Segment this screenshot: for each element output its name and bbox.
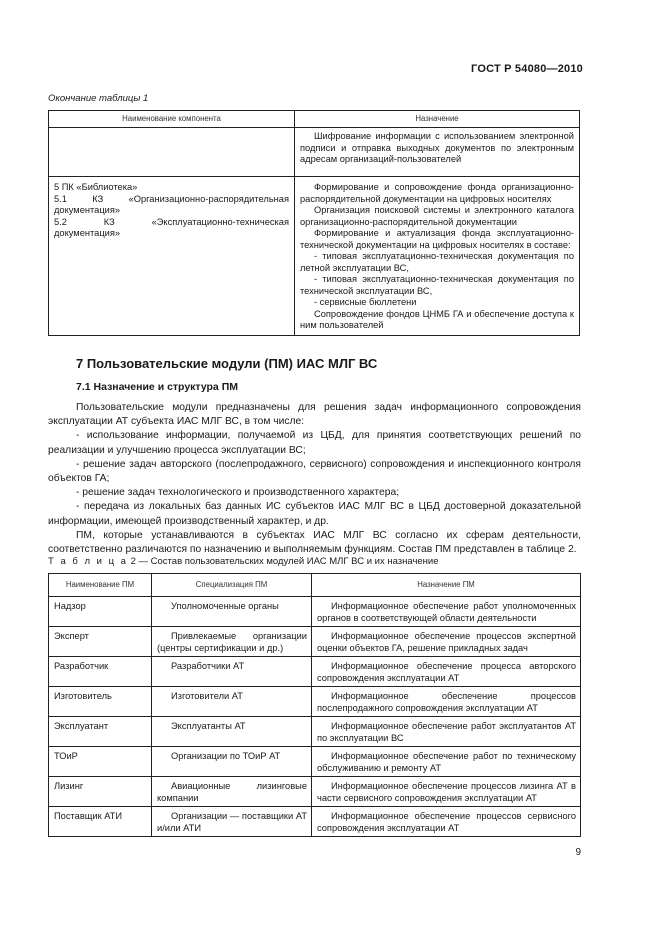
subsection-title: 7.1 Назначение и структура ПМ [76, 381, 238, 393]
module-purpose: Информационное обеспечение процессов сервисного сопровождения эксплуатации АТ [312, 807, 581, 837]
module-purpose: Информационное обеспечение процесса авторского сопровождения эксплуатации АТ [312, 657, 581, 687]
table-row [49, 717, 581, 747]
module-name: Надзор [49, 597, 152, 627]
module-spec: Организации — поставщики АТ и/или АТИ [152, 807, 312, 837]
module-name: Изготовитель [49, 687, 152, 717]
table2-caption-prefix: Т а б л и ц а [48, 556, 128, 567]
table1-cell-component [49, 177, 295, 336]
paragraph: ПМ, которые устанавливаются в субъектах ИАС МЛГ ВС согласно их сферам деятельности, соответственно различаются по назначению и выполняемым функциям. Состав ПМ представлен в таблице 2. [48, 529, 581, 556]
paragraph: - передача из локальных баз данных ИС субъектов ИАС МЛГ ВС в ЦБД достоверной доказательной информации, имеющей производственный характер, и др. [48, 501, 581, 527]
table-row [49, 777, 581, 807]
module-spec: Изготовители АТ [152, 687, 312, 717]
module-purpose: Информационное обеспечение процессов послепродажного сопровождения эксплуатации АТ [312, 687, 581, 717]
table-row [49, 128, 580, 177]
table1-cell-purpose [295, 177, 580, 336]
module-spec: Эксплуатанты АТ [152, 717, 312, 747]
purpose-line: - сервисные бюллетени [314, 297, 417, 307]
component-line: 5 ПК «Библиотека» [54, 182, 138, 192]
module-purpose: Информационное обеспечение процессов экспертной оценки объектов ГА, решение прикладных задач [312, 627, 581, 657]
table-row [49, 687, 581, 717]
component-line: 5.2 КЗ «Эксплуатационно-техническая документация» [54, 216, 289, 238]
table-row [49, 657, 581, 687]
table1-purpose-text: Шифрование информации с использованием электронной подписи и отправка выходных документов по электронным адресам организаций-пользователей [300, 131, 574, 164]
component-line: 5.1 КЗ «Организационно-распорядительная документация» [54, 193, 289, 215]
table-row [49, 747, 581, 777]
module-name: Лизинг [49, 777, 152, 807]
module-spec: Организации по ТОиР АТ [152, 747, 312, 777]
table-row [49, 177, 580, 336]
table2-col-header-name: Наименование ПМ [49, 574, 152, 597]
table-row [49, 807, 581, 837]
paragraph: - решение задач технологического и производственного характера; [76, 487, 400, 499]
table1-col-header-component: Наименование компонента [49, 111, 295, 128]
purpose-line: - типовая эксплуатационно-техническая документация по технической эксплуатации ВС, [300, 274, 574, 296]
table2 [48, 573, 581, 837]
table2-caption-text: 2 — Состав пользовательских модулей ИАС МЛГ ВС и их назначение [127, 556, 439, 567]
purpose-line: Формирование и актуализация фонда эксплуатационно-технической документации на цифровых носителях в составе: [300, 228, 574, 250]
table1-col-header-purpose: Назначение [295, 111, 580, 128]
module-spec: Авиационные лизинговые компании [152, 777, 312, 807]
standard-number: ГОСТ Р 54080—2010 [471, 63, 583, 75]
table1 [48, 110, 580, 336]
table-row [49, 597, 581, 627]
module-name: Разработчик [49, 657, 152, 687]
module-name: ТОиР [49, 747, 152, 777]
purpose-line: Организация поисковой системы и электронного каталога организационно-распорядительной документации [300, 205, 574, 227]
table2-col-header-spec: Специализация ПМ [152, 574, 312, 597]
module-purpose: Информационное обеспечение работ по техническому обслуживанию и ремонту АТ [312, 747, 581, 777]
purpose-line: Сопровождение фондов ЦНМБ ГА и обеспечение доступа к ним пользователей [300, 308, 574, 330]
purpose-line: - типовая эксплуатационно-техническая документация по летной эксплуатации ВС, [300, 251, 574, 273]
module-purpose: Информационное обеспечение работ уполномоченных органов в соответствующей области деятельности [312, 597, 581, 627]
section-body [48, 401, 581, 557]
paragraph: - использование информации, получаемой из ЦБД, для принятия соответствующих решений по реализации и улучшению процесса эксплуатации ВС; [48, 430, 581, 456]
table2-caption [48, 556, 439, 567]
module-name: Поставщик АТИ [49, 807, 152, 837]
paragraph: Пользовательские модули предназначены для решения задач информационного сопровождения эксплуатации АТ субъекта ИАС МЛГ ВС, в том числе: [48, 402, 581, 428]
module-name: Эксперт [49, 627, 152, 657]
table2-col-header-purpose: Назначение ПМ [312, 574, 581, 597]
module-purpose: Информационное обеспечение работ эксплуатантов АТ по эксплуатации ВС [312, 717, 581, 747]
module-purpose: Информационное обеспечение процессов лизинга АТ в части сервисного сопровождения эксплуатации АТ [312, 777, 581, 807]
purpose-line: Формирование и сопровождение фонда организационно-распорядительной документации на цифровых носителях [300, 182, 574, 204]
page-number: 9 [575, 847, 581, 858]
module-spec: Уполномоченные органы [152, 597, 312, 627]
module-spec: Привлекаемые организации (центры сертификации и др.) [152, 627, 312, 657]
table1-header-row [49, 111, 580, 128]
paragraph: - решение задач авторского (послепродажного, сервисного) сопровождения и инспекционного контроля объектов ГА; [48, 458, 581, 485]
table-row [49, 627, 581, 657]
table1-caption: Окончание таблицы 1 [48, 93, 149, 104]
table2-header-row [49, 574, 581, 597]
table1-cell-purpose [295, 128, 580, 177]
table1-cell-component [49, 128, 295, 177]
module-spec: Разработчики АТ [152, 657, 312, 687]
section-title: 7 Пользовательские модули (ПМ) ИАС МЛГ ВС [76, 356, 378, 371]
module-name: Эксплуатант [49, 717, 152, 747]
